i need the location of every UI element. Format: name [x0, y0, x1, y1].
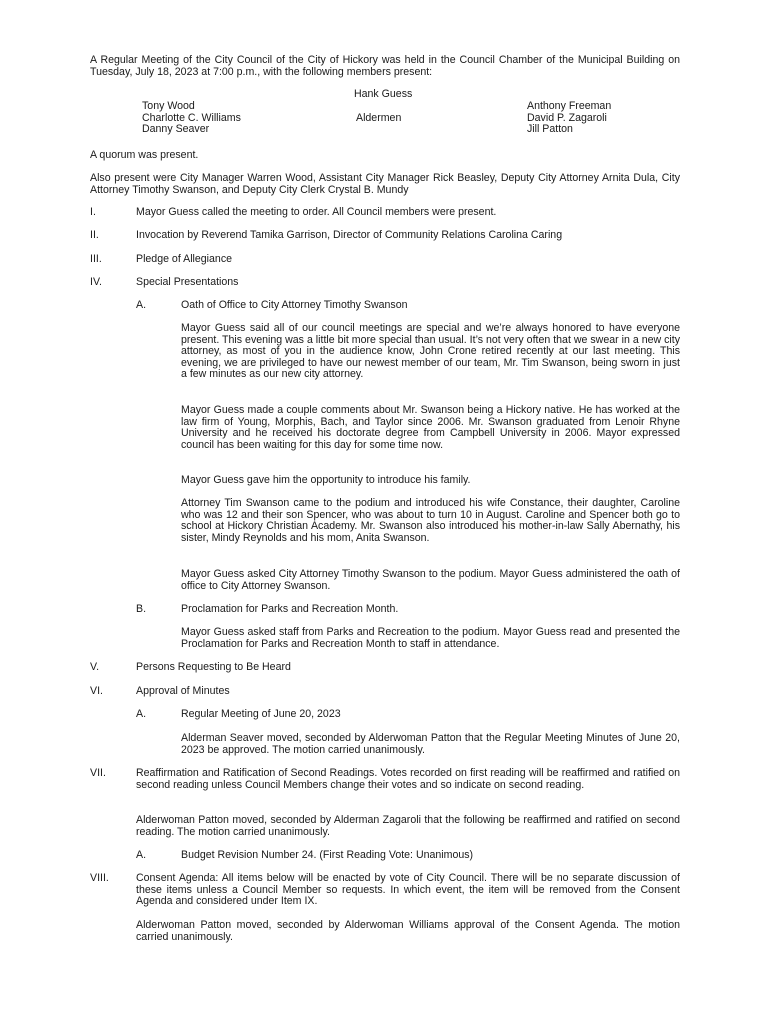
oath-paragraph-1: Mayor Guess said all of our council meetings are special and we’re always honored to have everyone present. This evening was a little bit more special than usual. It’s not very often that we swear in a new city attorney, as most of you in the audience know, John Crone retired recently at our last meeting. This evening, we are privileged to have our newest member of our team, Mr. Tim Swanson, being sworn in just a few minutes as our new city attorney.: [181, 322, 680, 381]
item-number: II.: [90, 229, 99, 241]
member-name: Tony Wood: [142, 100, 195, 112]
subitem-oath-of-office: Oath of Office to City Attorney Timothy Swanson: [181, 299, 408, 311]
item-number: III.: [90, 253, 102, 265]
oath-paragraph-2: Mayor Guess made a couple comments about Mr. Swanson being a Hickory native. He has worked at the law firm of Young, Morphis, Bach, and Taylor since 2006. Mr. Swanson graduated from Lenoir Rhyne University and he received his doctorate degree from Campbell University in 2006. Mayor expressed council has been waiting for this day for some time now.: [181, 404, 680, 451]
item-number: I.: [90, 206, 96, 218]
item-number: IV.: [90, 276, 102, 288]
subitem-letter: A.: [136, 708, 147, 720]
member-name: Danny Seaver: [142, 123, 210, 136]
item-number: VII.: [90, 767, 106, 779]
subitem-letter: A.: [136, 849, 147, 861]
item-number: VIII.: [90, 872, 109, 884]
members-left-column: [142, 101, 241, 136]
item-consent-agenda: Consent Agenda: All items below will be enacted by vote of City Council. There will be no separate discussion of these items unless a Council Member so requests. In which event, the item will be removed from the Consent Agenda and considered under Item IX.: [136, 872, 680, 908]
subitem-proclamation: Proclamation for Parks and Recreation Month.: [181, 603, 399, 615]
subitem-letter: A.: [136, 299, 147, 311]
item-persons-to-be-heard: Persons Requesting to Be Heard: [136, 661, 291, 673]
members-present: [0, 89, 770, 139]
subitem-letter: B.: [136, 603, 147, 615]
item-approval-of-minutes: Approval of Minutes: [136, 685, 230, 697]
item-special-presentations: Special Presentations: [136, 276, 239, 288]
also-present-paragraph: Also present were City Manager Warren Wood, Assistant City Manager Rick Beasley, Deputy City Attorney Arnita Dula, City Attorney Timothy Swanson, and Deputy City Clerk Crystal B. Mundy: [90, 172, 680, 196]
item-reaffirmation: Reaffirmation and Ratification of Second Readings. Votes recorded on first reading will be reaffirmed and ratified on second reading unless Council Members change their votes and so indicate on second reading.: [136, 767, 680, 791]
proclamation-paragraph: Mayor Guess asked staff from Parks and Recreation to the podium. Mayor Guess read and presented the Proclamation for Parks and Recreation Month to staff in attendance.: [181, 626, 680, 650]
mayor-name: Hank Guess: [354, 88, 413, 100]
aldermen-label: Aldermen: [356, 112, 402, 124]
subitem-budget-revision: Budget Revision Number 24. (First Reading Vote: Unanimous): [181, 849, 474, 861]
consent-motion-paragraph: Alderwoman Patton moved, seconded by Alderwoman Williams approval of the Consent Agenda. The motion carried unanimously.: [136, 919, 680, 943]
member-name: David P. Zagaroli: [527, 111, 607, 124]
intro-paragraph: A Regular Meeting of the City Council of the City of Hickory was held in the Council Chamber of the Municipal Building on Tuesday, July 18, 2023 at 7:00 p.m., with the following members present:: [90, 54, 680, 78]
members-right-column: [527, 101, 611, 136]
subitem-regular-meeting: Regular Meeting of June 20, 2023: [181, 708, 341, 720]
oath-paragraph-5: Mayor Guess asked City Attorney Timothy Swanson to the podium. Mayor Guess administered the oath of office to City Attorney Swanson.: [181, 568, 680, 592]
member-name: Anthony Freeman: [527, 100, 612, 112]
item-number: V.: [90, 661, 100, 673]
member-name: Charlotte C. Williams: [142, 111, 241, 124]
reaffirmation-motion-paragraph: Alderwoman Patton moved, seconded by Alderman Zagaroli that the following be reaffirmed and ratified on second reading. The motion carried unanimously.: [136, 814, 680, 838]
minutes-motion-paragraph: Alderman Seaver moved, seconded by Alderwoman Patton that the Regular Meeting Minutes of June 20, 2023 be approved. The motion carried unanimously.: [181, 732, 680, 756]
member-name: Jill Patton: [527, 123, 573, 136]
oath-paragraph-3: Mayor Guess gave him the opportunity to introduce his family.: [181, 474, 471, 486]
quorum-statement: A quorum was present.: [90, 149, 199, 161]
item-number: VI.: [90, 685, 103, 697]
item-invocation: Invocation by Reverend Tamika Garrison, Director of Community Relations Carolina Caring: [136, 229, 563, 241]
item-call-to-order: Mayor Guess called the meeting to order. All Council members were present.: [136, 206, 497, 218]
oath-paragraph-4: Attorney Tim Swanson came to the podium and introduced his wife Constance, their daughter, Caroline who was 12 and their son Spencer, who was about to turn 10 in August. Caroline and Spencer both go to school at Hickory Christian Academy. Mr. Swanson also introduced his mother-in-law Sally Abernathy, his sister, Mindy Reynolds and his mom, Anita Swanson.: [181, 497, 680, 544]
item-pledge: Pledge of Allegiance: [136, 253, 233, 265]
